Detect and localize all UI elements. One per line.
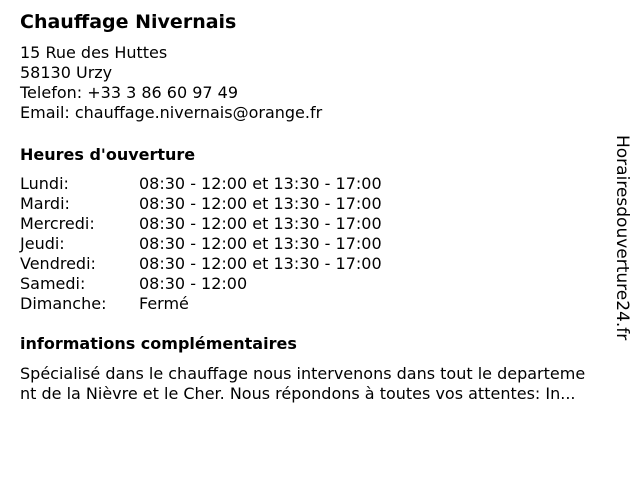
info-heading: informations complémentaires [20, 334, 297, 353]
time-value: 08:30 - 12:00 et 13:30 - 17:00 [139, 194, 382, 213]
hours-row-jeudi [20, 234, 382, 254]
day-label: Samedi: [20, 274, 86, 293]
day-label: Mercredi: [20, 214, 95, 233]
opening-hours-table [20, 174, 382, 314]
day-label: Lundi: [20, 174, 69, 193]
time-value: Fermé [139, 294, 189, 313]
time-value: 08:30 - 12:00 et 13:30 - 17:00 [139, 254, 382, 273]
hours-row-dimanche [20, 294, 382, 314]
day-label: Mardi: [20, 194, 70, 213]
email-address: Email: chauffage.nivernais@orange.fr [20, 103, 323, 122]
description-line-2: nt de la Nièvre et le Cher. Nous répondons à toutes vos attentes: In... [20, 384, 576, 403]
day-label: Jeudi: [20, 234, 65, 253]
business-name: Chauffage Nivernais [20, 11, 237, 33]
day-label: Dimanche: [20, 294, 107, 313]
hours-row-vendredi [20, 254, 382, 274]
hours-row-samedi [20, 274, 382, 294]
street-address: 15 Rue des Huttes [20, 43, 168, 62]
site-watermark: Horairesdouverture24.fr [612, 135, 632, 341]
time-value: 08:30 - 12:00 et 13:30 - 17:00 [139, 234, 382, 253]
hours-row-mercredi [20, 214, 382, 234]
hours-row-lundi [20, 174, 382, 194]
hours-row-mardi [20, 194, 382, 214]
business-description [20, 364, 630, 404]
hours-heading: Heures d'ouverture [20, 145, 196, 164]
day-label: Vendredi: [20, 254, 96, 273]
time-value: 08:30 - 12:00 et 13:30 - 17:00 [139, 174, 382, 193]
time-value: 08:30 - 12:00 et 13:30 - 17:00 [139, 214, 382, 233]
address-block [20, 43, 322, 123]
phone-number: Telefon: +33 3 86 60 97 49 [20, 83, 239, 102]
description-line-1: Spécialisé dans le chauffage nous intervenons dans tout le departeme [20, 364, 586, 383]
city-address: 58130 Urzy [20, 63, 113, 82]
time-value: 08:30 - 12:00 [139, 274, 248, 293]
